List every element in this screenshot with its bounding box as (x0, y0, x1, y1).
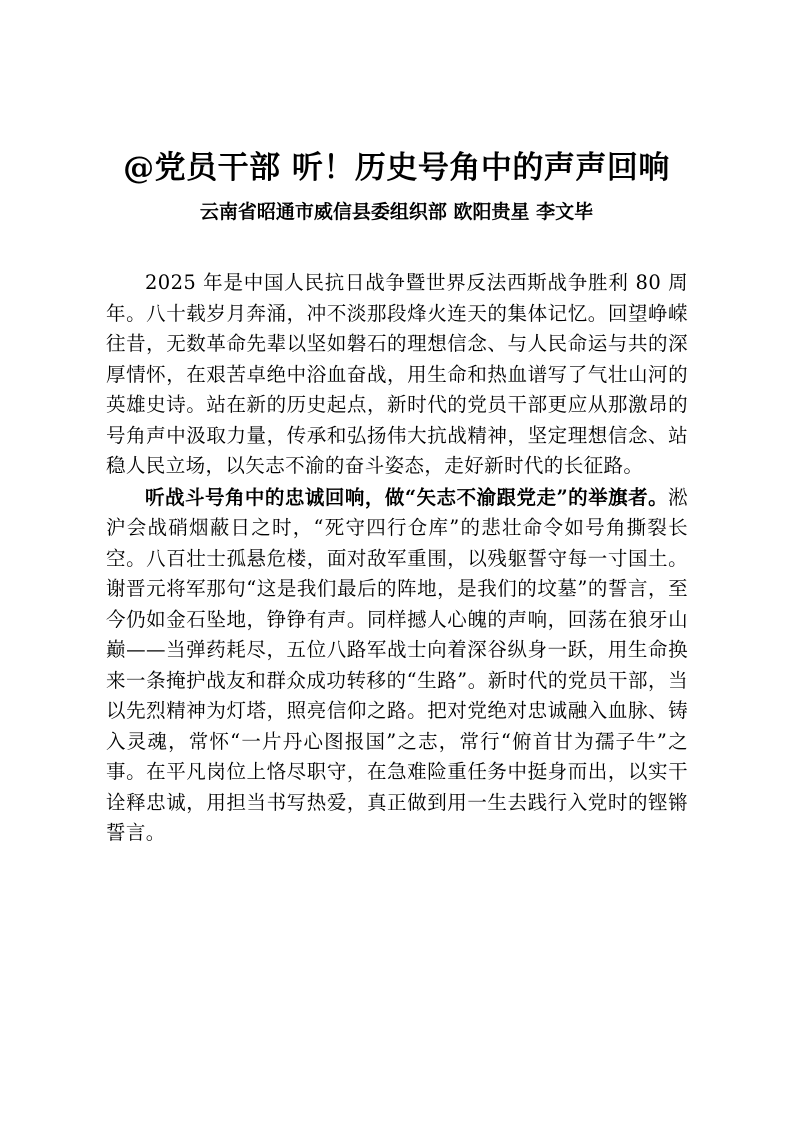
paragraph-intro-text: 2025 年是中国人民抗日战争暨世界反法西斯战争胜利 80 周年。八十载岁月奔涌，冲不淡那段烽火连天的集体记忆。回望峥嵘往昔，无数革命先辈以坚如磐石的理想信念、与人民命运与共的深厚情怀，在艰苦卓绝中浴血奋战，用生命和热血谱写了气壮山河的英雄史诗。站在新的历史起点，新时代的党员干部更应从那激昂的号角声中汲取力量，传承和弘扬伟大抗战精神，坚定理想信念、站稳人民立场，以矢志不渝的奋斗姿态，走好新时代的长征路。 (106, 271, 688, 477)
article-body (106, 268, 688, 849)
paragraph-intro (106, 268, 688, 482)
paragraph-loyalty-heading: 听战斗号角中的忠诚回响，做“矢志不渝跟党走”的举旗者。 (145, 485, 669, 509)
article-byline: 云南省昭通市威信县委组织部 欧阳贵星 李文毕 (199, 201, 594, 223)
article-title: @党员干部 听！历史号角中的声声回响 (123, 150, 670, 186)
paragraph-loyalty-text: 淞沪会战硝烟蔽日之时，“死守四行仓库”的悲壮命令如号角撕裂长空。八百壮士孤悬危楼，面对敌军重围，以残躯誓守每一寸国土。谢晋元将军那句“这是我们最后的阵地，是我们的坟墓”的誓言，至今仍如金石坠地，铮铮有声。同样撼人心魄的声响，回荡在狼牙山巅——当弹药耗尽，五位八路军战士向着深谷纵身一跃，用生命换来一条掩护战友和群众成功转移的“生路”。新时代的党员干部，当以先烈精神为灯塔，照亮信仰之路。把对党绝对忠诚融入血脉、铸入灵魂，常怀“一片丹心图报国”之志，常行“俯首甘为孺子牛”之事。在平凡岗位上恪尽职守，在急难险重任务中挺身而出，以实干诠释忠诚，用担当书写热爱，真正做到用一生去践行入党时的铿锵誓言。 (106, 485, 688, 844)
paragraph-loyalty (106, 483, 688, 849)
